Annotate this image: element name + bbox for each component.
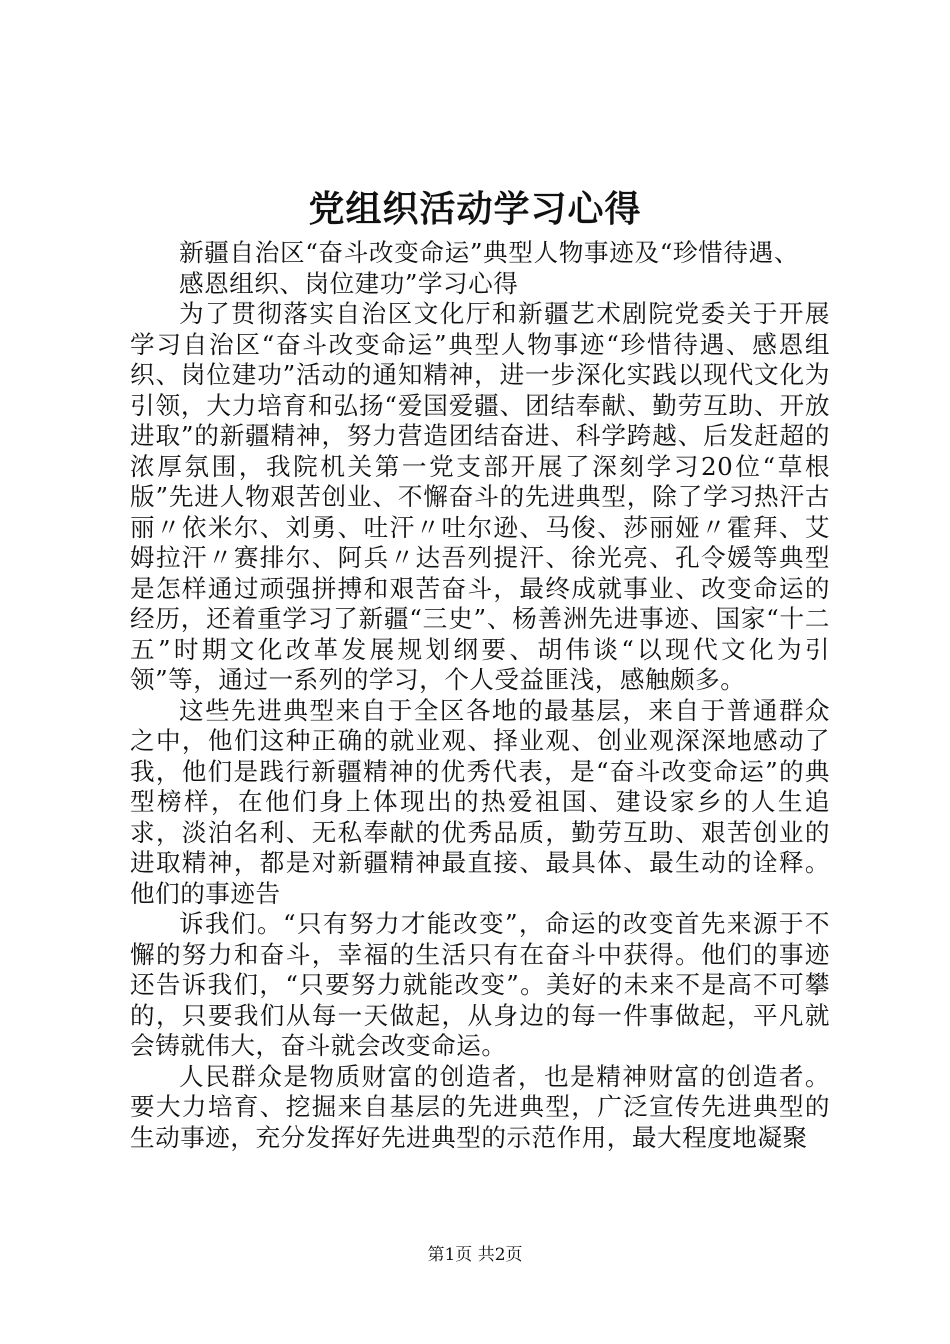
document-title: 党组织活动学习心得	[308, 188, 642, 230]
paragraph-4: 人民群众是物质财富的创造者，也是精神财富的创造者。要大力培育、挖掘来自基层的先进典型，广泛宣传先进典型的生动事迹，充分发挥好先进典型的示范作用，最大程度地凝聚	[130, 1061, 830, 1152]
page-footer: 第1页 共2页	[427, 1245, 523, 1265]
document-body	[130, 238, 830, 1153]
paragraph-2: 这些先进典型来自于全区各地的最基层，来自于普通群众之中，他们这种正确的就业观、择业观、创业观深深地感动了我，他们是践行新疆精神的优秀代表，是“奋斗改变命运”的典型榜样，在他们身上体现出的热爱祖国、建设家乡的人生追求，淡泊名利、无私奉献的优秀品质，勤劳互助、艰苦创业的进取精神，都是对新疆精神最直接、最具体、最生动的诠释。他们的事迹告	[130, 695, 830, 908]
paragraph-3: 诉我们。“只有努力才能改变”，命运的改变首先来源于不懈的努力和奋斗，幸福的生活只有在奋斗中获得。他们的事迹还告诉我们，“只要努力就能改变”。美好的未来不是高不可攀的，只要我们从每一天做起，从身边的每一件事做起，平凡就会铸就伟大，奋斗就会改变命运。	[130, 909, 830, 1060]
document-subtitle: 新疆自治区“奋斗改变命运”典型人物事迹及“珍惜待遇、感恩组织、岗位建功”学习心得	[179, 238, 799, 298]
paragraph-1: 为了贯彻落实自治区文化厅和新疆艺术剧院党委关于开展学习自治区“奋斗改变命运”典型人物事迹“珍惜待遇、感恩组织、岗位建功”活动的通知精神，进一步深化实践以现代文化为引领，大力培育和弘扬“爱国爱疆、团结奉献、勤劳互助、开放进取”的新疆精神，努力营造团结奋进、科学跨越、后发赶超的浓厚氛围，我院机关第一党支部开展了深刻学习20位“草根版”先进人物艰苦创业、不懈奋斗的先进典型，除了学习热汗古丽〃依米尔、刘勇、吐汗〃吐尔逊、马俊、莎丽娅〃霍拜、艾姆拉汗〃赛排尔、阿兵〃达吾列提汗、徐光亮、孔令媛等典型是怎样通过顽强拼搏和艰苦奋斗，最终成就事业、改变命运的经历，还着重学习了新疆“三史”、杨善洲先进事迹、国家“十二五”时期文化改革发展规划纲要、胡伟谈“以现代文化为引领”等，通过一系列的学习，个人受益匪浅，感触颇多。	[130, 299, 830, 694]
